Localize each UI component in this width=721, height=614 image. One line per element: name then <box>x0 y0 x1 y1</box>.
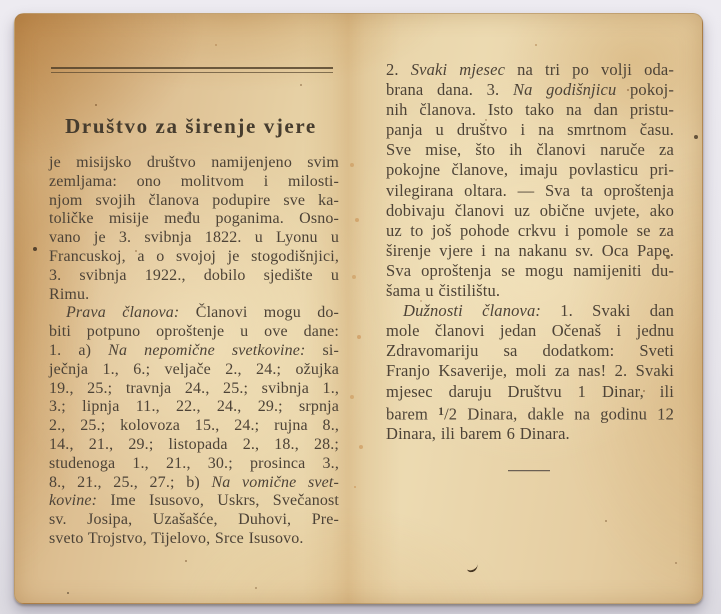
text-line: Rimu. <box>49 285 90 303</box>
text-line: brana dana. 3. Na godišnjicu pokoj- <box>386 80 675 100</box>
text-line: dobivaju članovi uz obične uvjete, ako <box>386 200 674 220</box>
text-line: 19., 25.; travnja 24., 25.; svibnja 1., <box>49 379 339 397</box>
text-line: je misijsko društvo namijenjeno svim <box>49 154 339 171</box>
text-line: 3.; lipnja 11., 22., 24., 29.; srpnja <box>49 398 339 416</box>
text-line: 1. a) Na nepomične svetkovine: si- <box>49 341 339 359</box>
text-line: panja u društvo i na smrtnom času. <box>386 120 674 140</box>
paper-stain-specks <box>15 14 17 16</box>
booklet-card <box>14 13 703 604</box>
text-line: 3. svibnja 1922., dobilo sjedište u <box>49 266 339 284</box>
text-line: pokojne članove, imaju povlasticu pri- <box>386 160 674 180</box>
text-line: toličke misije među poganima. Osno- <box>49 210 339 228</box>
text-line: Zdravomariju sa dodatkom: Sveti <box>386 341 674 361</box>
text-line: Sva oproštenja se mogu namijeniti du- <box>386 260 674 280</box>
text-line: sveto Trojstvo, Tijelovo, Srce Isusovo. <box>49 529 304 547</box>
text-line: kovine: Ime Isusovo, Uskrs, Svečanost <box>49 492 339 510</box>
text-line: vano je 3. svibnja 1822. u Lyonu u <box>49 229 339 247</box>
end-rule-divider <box>508 470 550 471</box>
text-line: zemljama: ono molitvom i milosti- <box>49 172 339 190</box>
text-line: uz to još pohode crkvu i pomole se za <box>386 220 674 240</box>
top-double-rule-divider <box>51 67 333 73</box>
text-line: mjesec daruju Društvu 1 Dinar, ili <box>386 381 674 401</box>
page-title: Društvo za širenje vjere <box>65 114 317 138</box>
text-line: Dinara, ili barem 6 Dinara. <box>386 424 570 444</box>
text-line: Sve mise, što ih članovi naruče za <box>386 140 674 160</box>
text-line: njom svojih članova podupire sve ka- <box>49 191 339 209</box>
text-line: vilegirana oltara. — Sva ta oproštenja <box>386 180 674 200</box>
text-line: barem $^1$/2 Dinara, dakle na godinu 12 <box>386 404 674 424</box>
text-line: 2. Svaki mjesec na tri po volji oda- <box>386 60 674 79</box>
text-line: ječnja 1., 6.; veljače 2., 24.; ožujka <box>49 360 339 378</box>
text-line: 14., 21., 29.; listopada 2., 18., 28.; <box>49 435 339 453</box>
text-line: nih članova. Isto tako na dan pristu- <box>386 100 674 120</box>
text-line: šama u čistilištu. <box>386 281 501 301</box>
ink-squiggle-mark <box>466 564 478 573</box>
text-line: Prava članova: Članovi mogu do- <box>66 304 339 322</box>
right-page-text <box>386 60 674 444</box>
text-line: Dužnosti članova: 1. Svaki dan <box>403 301 674 321</box>
text-line: 2., 25.; kolovoza 15., 24.; rujna 8., <box>49 417 339 435</box>
text-line: širenje vjere i na nakanu sv. Oca Pape. <box>386 240 674 260</box>
text-line: Franjo Ksaverije, moli za nas! 2. Svaki <box>386 361 674 381</box>
text-line: mole članovi jedan Očenaš i jednu <box>386 321 674 341</box>
text-line: studenoga 1., 21., 30.; prosinca 3., <box>49 454 339 472</box>
text-line: Francuskoj, a o svojoj je stogodišnjici, <box>49 247 339 265</box>
left-page-text <box>49 154 339 549</box>
text-line: 8., 21., 25., 27.; b) Na vomične svet- <box>49 473 339 491</box>
text-line: biti potpuno oproštenje u ove dane: <box>49 323 339 341</box>
text-line: sv. Josipa, Uzašašće, Duhovi, Pre- <box>49 511 339 529</box>
